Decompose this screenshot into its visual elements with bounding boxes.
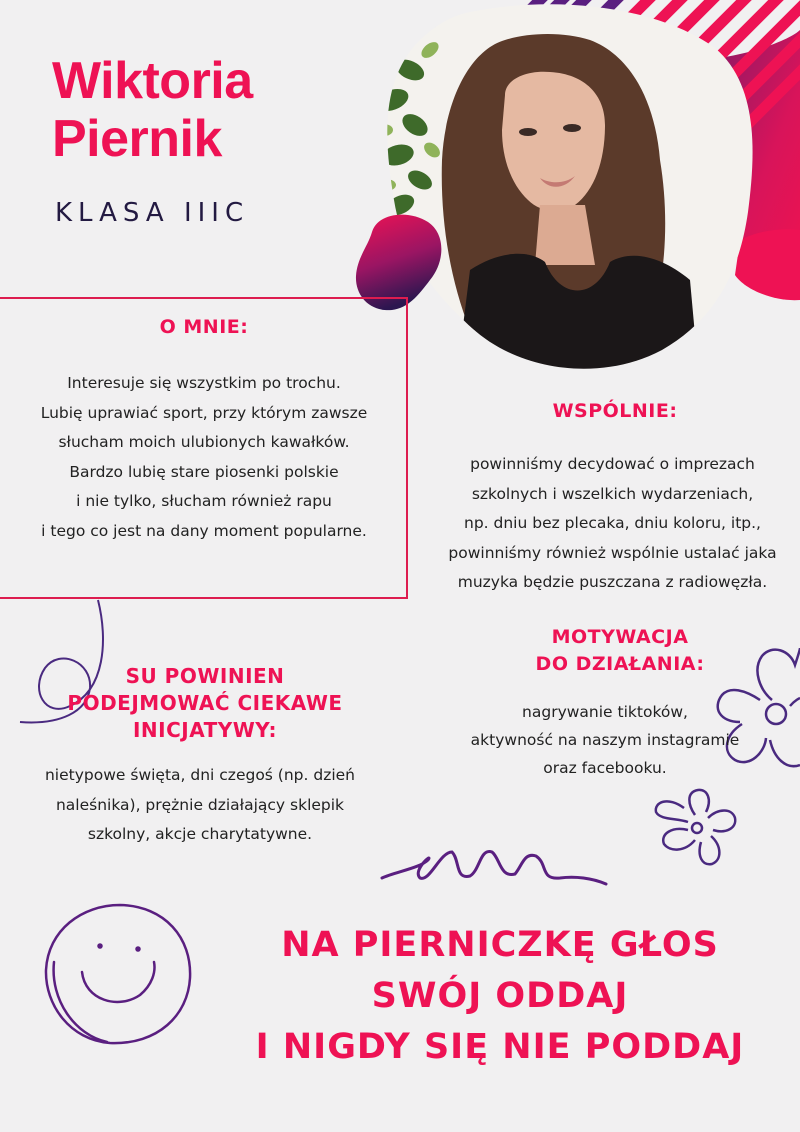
first-name: Wiktoria xyxy=(52,52,253,110)
together-text: powinniśmy decydować o imprezach szkolnych i wszelkich wydarzeniach, np. dniu bez plecaka, dniu koloru, itp., powinniśmy również wspólnie ustalać jaka muzyka będzie puszczana z radiowęzła. xyxy=(448,455,777,591)
portrait-photo xyxy=(373,0,760,390)
initiatives-heading: SU POWINIEN PODEJMOWAĆ CIEKAWE INICJATYWY: xyxy=(67,664,343,742)
wave-doodle xyxy=(382,852,606,884)
initiatives-text: nietypowe święta, dni czegoś (np. dzień naleśnika), prężnie działający sklepik szkolny, akcje charytatywne. xyxy=(44,766,356,843)
about-text: Interesuje się wszystkim po trochu. Lubię uprawiać sport, przy którym zawsze słucham moich ulubionych kawałków. Bardzo lubię stare piosenki polskie i nie tylko, słucham również rapu i tego co jest na dany moment popularne. xyxy=(40,374,368,540)
blob-decoration xyxy=(356,215,441,311)
motivation-heading: MOTYWACJA DO DZIAŁANIA: xyxy=(535,626,705,675)
flower-doodle xyxy=(656,790,735,864)
together-heading: WSPÓLNIE: xyxy=(552,400,678,422)
smiley-face-doodle xyxy=(46,905,190,1043)
class-label: KLASA IIIC xyxy=(55,198,250,228)
last-name: Piernik xyxy=(52,110,222,168)
slogan: NA PIERNICZKĘ GŁOS SWÓJ ODDAJ I NIGDY SIĘ NIE PODDAJ xyxy=(255,925,745,1067)
candidate-name xyxy=(52,52,253,168)
motivation-text: nagrywanie tiktoków, aktywność na naszym instagramie oraz facebooku. xyxy=(470,703,740,777)
about-heading: O MNIE: xyxy=(159,316,249,338)
